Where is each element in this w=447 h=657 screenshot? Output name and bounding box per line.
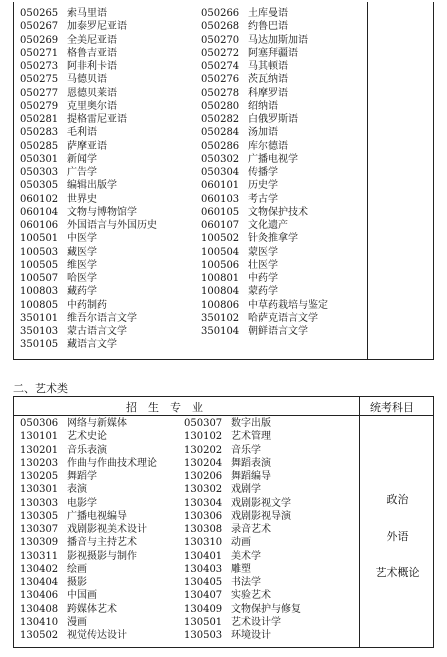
major-code: 130304: [184, 497, 223, 509]
left-major-column: [20, 7, 157, 352]
major-code: 100501: [20, 233, 59, 245]
major-name: 文物与博物馆学: [67, 206, 137, 218]
major-code: 050275: [20, 74, 59, 86]
major-row: [20, 179, 157, 192]
major-name: 环境设计: [231, 630, 271, 641]
major-name: 艺术设计学: [231, 616, 281, 628]
major-name: 播音与主持艺术: [67, 537, 137, 549]
major-code: 050273: [20, 61, 59, 72]
major-code: 130204: [184, 457, 223, 469]
major-code: 130102: [184, 431, 223, 443]
major-name: 跨媒体艺术: [67, 603, 117, 615]
major-code: 060105: [201, 206, 240, 218]
major-code: 130503: [184, 630, 223, 641]
major-code: 050266: [201, 8, 240, 19]
major-name: 摄影: [67, 577, 87, 588]
major-code: 130101: [20, 431, 59, 443]
major-row: [20, 563, 157, 576]
major-code: 050302: [201, 153, 240, 165]
major-row: [184, 430, 301, 443]
major-row: [20, 483, 157, 496]
major-code: 050307: [184, 418, 223, 429]
major-code: 050304: [201, 167, 240, 178]
major-name: 加泰罗尼亚语: [67, 21, 127, 33]
major-row: [20, 430, 157, 443]
major-row: [184, 576, 301, 589]
major-name: 舞蹈编导: [231, 471, 271, 482]
major-row: [184, 536, 301, 549]
major-name: 戏剧学: [231, 484, 261, 496]
right-major-column: [201, 7, 328, 338]
major-row: [184, 616, 301, 629]
major-code: 130502: [20, 630, 59, 641]
major-row: [20, 550, 157, 563]
major-row: [184, 457, 301, 470]
major-name: 戏剧影视导演: [231, 510, 291, 522]
major-code: 100803: [20, 286, 59, 298]
major-name: 动画: [231, 537, 251, 549]
major-row: [201, 153, 328, 166]
major-code: 050268: [201, 21, 240, 33]
major-row: [184, 497, 301, 510]
major-row: [20, 100, 157, 113]
major-code: 130501: [184, 616, 223, 628]
major-row: [20, 444, 157, 457]
major-row: [20, 73, 157, 86]
subject-column-divider: [367, 2, 368, 359]
major-name: 实验艺术: [231, 590, 271, 602]
major-name: 表演: [67, 484, 87, 496]
major-code: 050278: [201, 87, 240, 99]
major-row: [201, 126, 328, 139]
major-code: 100503: [20, 246, 59, 258]
major-row: [20, 457, 157, 470]
majors-table-continued: [13, 2, 434, 360]
major-name: 藏医学: [67, 246, 97, 258]
major-row: [20, 312, 157, 325]
major-code: 350104: [201, 326, 240, 337]
major-name: 艺术史论: [67, 431, 107, 443]
major-name: 马德贝语: [67, 74, 107, 86]
major-row: [20, 325, 157, 338]
major-name: 藏药学: [67, 286, 97, 298]
major-name: 萨摩亚语: [67, 140, 107, 152]
major-code: 130308: [184, 524, 223, 535]
major-name: 维医学: [67, 259, 97, 271]
major-code: 100504: [201, 246, 240, 258]
major-row: [20, 285, 157, 298]
major-row: [20, 219, 157, 232]
major-code: 130206: [184, 471, 223, 482]
major-name: 考古学: [248, 193, 278, 205]
major-code: 050284: [201, 127, 240, 139]
subject-art-theory: 艺术概论: [375, 566, 420, 579]
major-name: 土库曼语: [248, 8, 288, 19]
major-code: 050301: [20, 153, 59, 165]
major-code: 050265: [20, 8, 59, 19]
major-code: 050272: [201, 47, 240, 59]
major-name: 马达加斯加语: [248, 34, 308, 46]
major-row: [20, 629, 157, 642]
major-name: 绍纳语: [248, 100, 278, 112]
major-code: 050274: [201, 61, 240, 72]
major-name: 数字出版: [231, 418, 271, 429]
major-row: [20, 603, 157, 616]
major-name: 藏语言文学: [67, 339, 117, 351]
major-name: 库尔德语: [248, 140, 288, 152]
major-name: 世界史: [67, 193, 97, 205]
art-majors-table: [13, 396, 434, 648]
major-row: [20, 206, 157, 219]
major-row: [201, 7, 328, 20]
right-major-column: [184, 417, 301, 642]
major-row: [20, 510, 157, 523]
major-code: 050270: [201, 34, 240, 46]
major-name: 音乐学: [231, 444, 261, 456]
major-code: 060102: [20, 193, 59, 205]
major-row: [184, 603, 301, 616]
major-name: 格鲁吉亚语: [67, 47, 117, 59]
major-code: 130409: [184, 603, 223, 615]
major-name: 阿塞拜疆语: [248, 47, 298, 59]
major-code: 050303: [20, 167, 59, 178]
major-row: [20, 20, 157, 33]
major-row: [20, 7, 157, 20]
major-name: 全美尼亚语: [67, 34, 117, 46]
major-row: [201, 246, 328, 259]
major-row: [20, 166, 157, 179]
major-code: 050306: [20, 418, 59, 429]
major-row: [20, 140, 157, 153]
major-row: [20, 417, 157, 430]
major-name: 漫画: [67, 616, 87, 628]
major-row: [184, 470, 301, 483]
major-code: 050283: [20, 127, 59, 139]
major-name: 广告学: [67, 167, 97, 178]
major-row: [201, 325, 328, 338]
major-code: 100801: [201, 273, 240, 284]
major-row: [201, 259, 328, 272]
major-row: [20, 299, 157, 312]
major-name: 壮医学: [248, 259, 278, 271]
major-row: [20, 470, 157, 483]
major-code: 050285: [20, 140, 59, 152]
major-code: 100806: [201, 299, 240, 311]
major-row: [201, 47, 328, 60]
major-name: 广播电视编导: [67, 510, 127, 522]
major-row: [20, 259, 157, 272]
major-name: 戏剧影视美术设计: [67, 524, 147, 535]
major-code: 130202: [184, 444, 223, 456]
major-code: 130309: [20, 537, 59, 549]
major-row: [184, 417, 301, 430]
major-code: 130403: [184, 563, 223, 575]
major-code: 130402: [20, 563, 59, 575]
major-row: [20, 193, 157, 206]
major-code: 100805: [20, 299, 59, 311]
major-row: [20, 589, 157, 602]
major-name: 视觉传达设计: [67, 630, 127, 641]
major-code: 130407: [184, 590, 223, 602]
major-row: [20, 153, 157, 166]
major-name: 中草药栽培与鉴定: [248, 299, 328, 311]
major-name: 中医学: [67, 233, 97, 245]
major-name: 历史学: [248, 180, 278, 192]
major-row: [20, 87, 157, 100]
major-name: 电影学: [67, 497, 97, 509]
major-code: 130410: [20, 616, 59, 628]
major-row: [201, 299, 328, 312]
major-row: [201, 166, 328, 179]
header-divider: [14, 415, 433, 416]
major-row: [20, 576, 157, 589]
major-code: 130311: [20, 550, 59, 562]
major-code: 100505: [20, 259, 59, 271]
header-major: 招 生 专 业: [126, 401, 203, 414]
major-row: [184, 510, 301, 523]
major-name: 传播学: [248, 167, 278, 178]
major-code: 130303: [20, 497, 59, 509]
major-name: 作曲与作曲技术理论: [67, 457, 157, 469]
major-code: 130203: [20, 457, 59, 469]
major-row: [184, 589, 301, 602]
major-code: 060107: [201, 220, 240, 231]
major-code: 050282: [201, 114, 240, 125]
major-name: 编辑出版学: [67, 180, 117, 192]
major-code: 130305: [20, 510, 59, 522]
major-code: 100507: [20, 273, 59, 284]
header-subject: 统考科目: [370, 401, 414, 414]
major-name: 舞蹈学: [67, 471, 97, 482]
major-code: 050286: [201, 140, 240, 152]
major-name: 雕塑: [231, 563, 251, 575]
section-title-art: 二、艺术类: [13, 382, 68, 395]
major-code: 050281: [20, 114, 59, 125]
major-code: 100506: [201, 259, 240, 271]
major-name: 维吾尔语言文学: [67, 312, 137, 324]
major-row: [20, 113, 157, 126]
major-code: 130302: [184, 484, 223, 496]
major-name: 文化遗产: [248, 220, 288, 231]
major-code: 050269: [20, 34, 59, 46]
major-name: 音乐表演: [67, 444, 107, 456]
major-row: [201, 87, 328, 100]
major-row: [201, 73, 328, 86]
major-name: 马其顿语: [248, 61, 288, 72]
major-name: 艺术管理: [231, 431, 271, 443]
major-name: 网络与新媒体: [67, 418, 127, 429]
major-code: 350101: [20, 312, 59, 324]
major-name: 中国画: [67, 590, 97, 602]
major-row: [20, 497, 157, 510]
major-row: [20, 338, 157, 351]
major-code: 130301: [20, 484, 59, 496]
major-name: 提格雷尼亚语: [67, 114, 127, 125]
major-name: 中药学: [248, 273, 278, 284]
major-row: [20, 536, 157, 549]
major-code: 130408: [20, 603, 59, 615]
major-row: [201, 232, 328, 245]
subject-politics: 政治: [386, 493, 409, 506]
major-code: 130404: [20, 577, 59, 588]
major-row: [184, 483, 301, 496]
major-code: 060103: [201, 193, 240, 205]
major-row: [20, 47, 157, 60]
major-name: 克里奥尔语: [67, 100, 117, 112]
major-row: [20, 272, 157, 285]
major-code: 130201: [20, 444, 59, 456]
major-code: 060101: [201, 180, 240, 192]
major-code: 060104: [20, 206, 59, 218]
major-row: [184, 629, 301, 642]
major-name: 戏剧影视文学: [231, 497, 291, 509]
major-code: 130310: [184, 537, 223, 549]
major-code: 100804: [201, 286, 240, 298]
major-code: 050277: [20, 87, 59, 99]
major-name: 舞蹈表演: [231, 457, 271, 469]
major-name: 汤加语: [248, 127, 278, 139]
major-name: 蒙医学: [248, 246, 278, 258]
major-name: 绘画: [67, 563, 87, 575]
major-row: [20, 246, 157, 259]
major-row: [201, 179, 328, 192]
major-name: 蒙古语言文学: [67, 326, 127, 337]
major-row: [201, 60, 328, 73]
major-row: [184, 550, 301, 563]
major-name: 文物保护与修复: [231, 603, 301, 615]
major-row: [201, 312, 328, 325]
major-name: 针灸推拿学: [248, 233, 298, 245]
major-name: 茨瓦纳语: [248, 74, 288, 86]
major-row: [201, 140, 328, 153]
major-code: 060106: [20, 220, 59, 231]
major-row: [201, 285, 328, 298]
major-row: [201, 206, 328, 219]
major-name: 恩德贝莱语: [67, 87, 117, 99]
major-name: 约鲁巴语: [248, 21, 288, 33]
major-name: 毛利语: [67, 127, 97, 139]
major-name: 文物保护技术: [248, 206, 308, 218]
major-row: [20, 34, 157, 47]
major-name: 白俄罗斯语: [248, 114, 298, 125]
major-code: 130401: [184, 550, 223, 562]
major-name: 美术学: [231, 550, 261, 562]
major-code: 350102: [201, 312, 240, 324]
major-name: 科摩罗语: [248, 87, 288, 99]
major-row: [20, 232, 157, 245]
major-code: 050280: [201, 100, 240, 112]
major-row: [184, 563, 301, 576]
major-code: 130205: [20, 471, 59, 482]
major-name: 新闻学: [67, 153, 97, 165]
major-name: 录音艺术: [231, 524, 271, 535]
major-row: [20, 616, 157, 629]
major-row: [201, 34, 328, 47]
major-code: 130405: [184, 577, 223, 588]
subject-foreign-language: 外语: [386, 530, 409, 543]
major-row: [201, 20, 328, 33]
major-row: [20, 126, 157, 139]
major-row: [184, 444, 301, 457]
major-row: [201, 272, 328, 285]
major-code: 050279: [20, 100, 59, 112]
major-name: 影视摄影与制作: [67, 550, 137, 562]
major-row: [201, 219, 328, 232]
subject-column-divider: [359, 397, 360, 647]
major-row: [201, 113, 328, 126]
major-code: 100502: [201, 233, 240, 245]
major-row: [20, 60, 157, 73]
major-code: 050305: [20, 180, 59, 192]
major-code: 050267: [20, 21, 59, 33]
major-code: 050276: [201, 74, 240, 86]
major-code: 130306: [184, 510, 223, 522]
major-name: 哈萨克语言文学: [248, 312, 318, 324]
major-name: 朝鲜语言文学: [248, 326, 308, 337]
major-row: [201, 100, 328, 113]
major-code: 350105: [20, 339, 59, 351]
major-name: 哈医学: [67, 273, 97, 284]
major-name: 书法学: [231, 577, 261, 588]
major-row: [20, 523, 157, 536]
major-name: 外国语言与外国历史: [67, 220, 157, 231]
major-name: 蒙药学: [248, 286, 278, 298]
major-code: 130406: [20, 590, 59, 602]
major-name: 广播电视学: [248, 153, 298, 165]
left-major-column: [20, 417, 157, 642]
major-name: 中药制药: [67, 299, 107, 311]
major-code: 050271: [20, 47, 59, 59]
major-code: 350103: [20, 326, 59, 337]
major-row: [184, 523, 301, 536]
major-name: 索马里语: [67, 8, 107, 19]
major-name: 阿非利卡语: [67, 61, 117, 72]
major-code: 130307: [20, 524, 59, 535]
major-row: [201, 193, 328, 206]
